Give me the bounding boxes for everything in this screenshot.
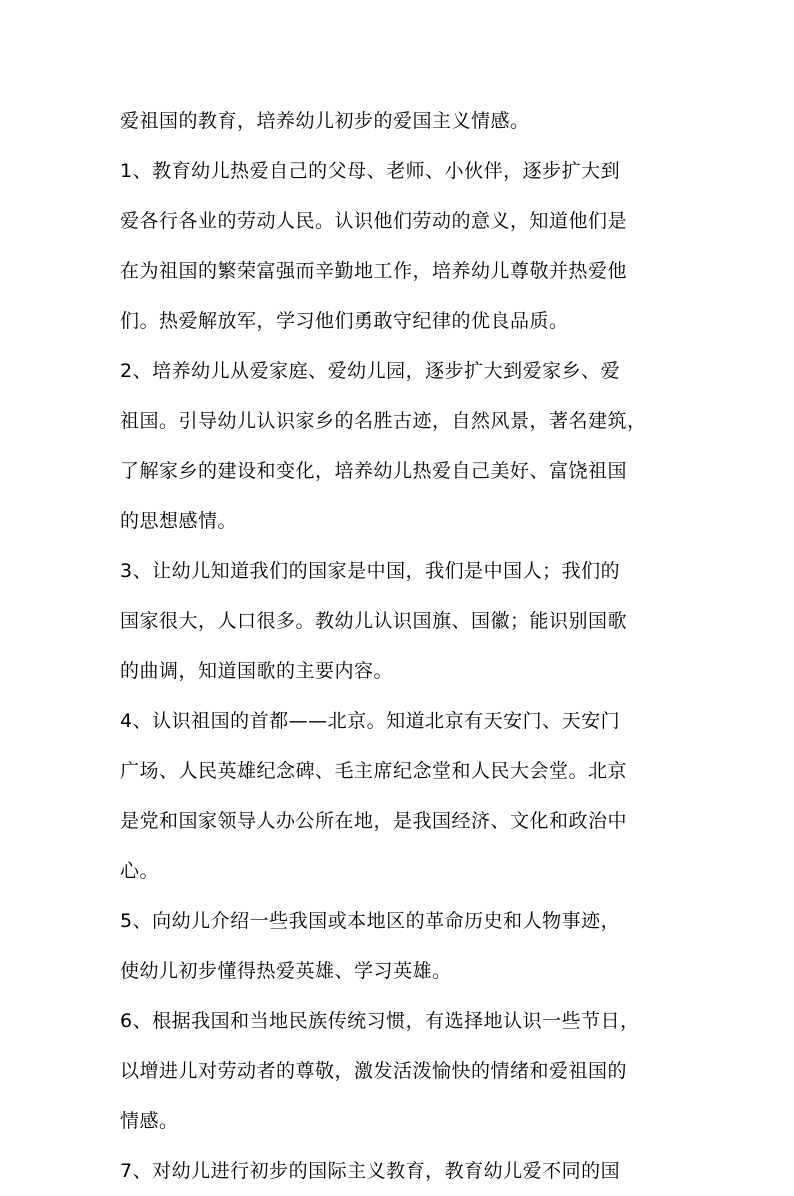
document-body [120,96,680,1196]
paragraph-item-7 [120,1146,680,1196]
paragraph-item-5 [120,896,680,996]
text-line: 的曲调，知道国歌的主要内容。 [120,660,394,682]
paragraph-item-2 [120,346,680,546]
text-line: 情感。 [120,1110,179,1132]
text-line: 爱祖国的教育，培养幼儿初步的爱国主义情感。 [120,110,530,132]
paragraph-item-6 [120,996,680,1146]
text-line: 爱各行各业的劳动人民。认识他们劳动的意义，知道他们是 [120,210,628,232]
paragraph-item-3 [120,546,680,696]
text-line: 心。 [120,860,160,882]
text-line: 广场、人民英雄纪念碑、毛主席纪念堂和人民大会堂。北京 [120,760,628,782]
text-line: 在为祖国的繁荣富强而辛勤地工作，培养幼儿尊敬并热爱他 [120,260,628,282]
text-line: 以增进儿对劳动者的尊敬，激发活泼愉快的情绪和爱祖国的 [120,1060,628,1082]
text-line: 3、让幼儿知道我们的国家是中国，我们是中国人；我们的 [120,560,621,582]
text-line: 国家很大，人口很多。教幼儿认识国旗、国徽；能识别国歌 [120,610,628,632]
text-line: 了解家乡的建设和变化，培养幼儿热爱自己美好、富饶祖国 [120,460,628,482]
text-line: 们。热爱解放军，学习他们勇敢守纪律的优良品质。 [120,310,569,332]
paragraph-item-1 [120,146,680,346]
text-line: 使幼儿初步懂得热爱英雄、学习英雄。 [120,960,452,982]
text-line: 1、教育幼儿热爱自己的父母、老师、小伙伴，逐步扩大到 [120,160,621,182]
text-line: 是党和国家领导人办公所在地，是我国经济、文化和政治中 [120,810,628,832]
text-line: 祖国。引导幼儿认识家乡的名胜古迹，自然风景，著名建筑， [120,410,647,432]
text-line: 4、认识祖国的首都——北京。知道北京有天安门、天安门 [120,710,621,732]
text-line: 7、对幼儿进行初步的国际主义教育，教育幼儿爱不同的国 [120,1160,621,1182]
text-line: 的思想感情。 [120,510,238,532]
text-line: 2、培养幼儿从爱家庭、爱幼儿园，逐步扩大到爱家乡、爱 [120,360,621,382]
text-line: 5、向幼儿介绍一些我国或本地区的革命历史和人物事迹， [120,910,621,932]
text-line: 6、根据我国和当地民族传统习惯，有选择地认识一些节日， [120,1010,640,1032]
paragraph-item-4 [120,696,680,896]
paragraph-intro [120,96,680,146]
